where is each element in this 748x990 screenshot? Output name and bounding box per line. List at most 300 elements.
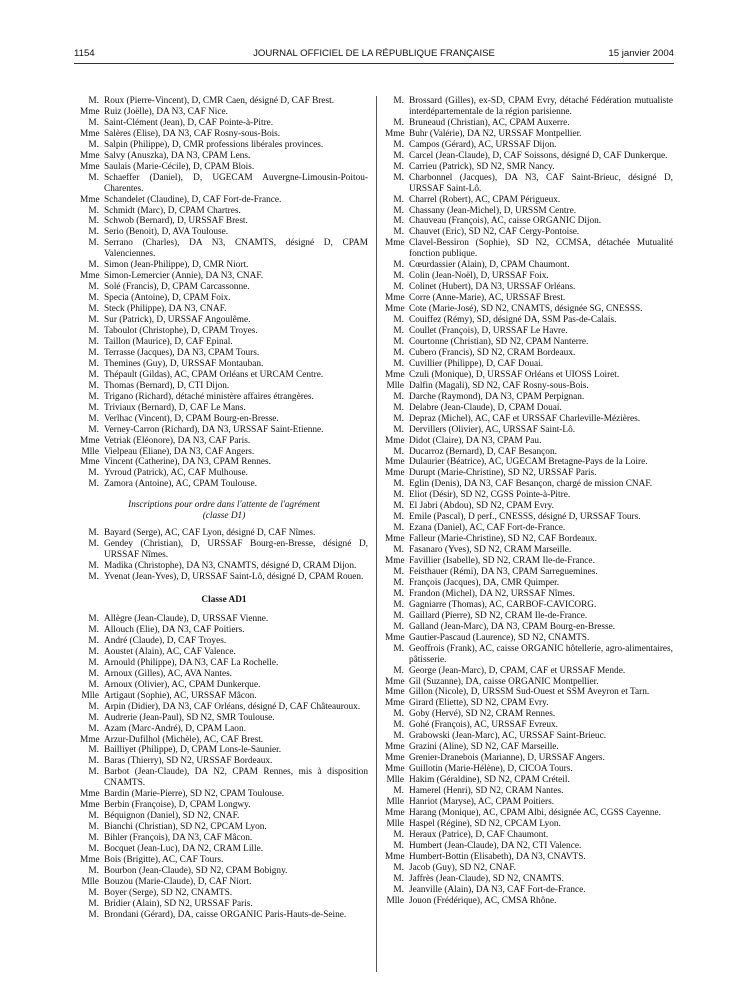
list-item xyxy=(385,666,673,677)
title-prefix: M. xyxy=(88,358,99,369)
right-column xyxy=(385,96,673,907)
list-item xyxy=(385,644,673,666)
classe-heading: Classe AD1 xyxy=(201,595,247,606)
entry-text: Humbert (Jean-Claude), DA N2, CTI Valence. xyxy=(409,840,582,851)
list-item xyxy=(385,600,673,611)
entry-text: Azam (Marc-André), D, CPAM Laon. xyxy=(104,723,246,734)
entry-text: François (Jacques), DA, CMR Quimper. xyxy=(409,577,560,588)
list-item xyxy=(385,381,673,392)
list-item xyxy=(385,622,673,633)
title-prefix: Mme xyxy=(385,304,405,315)
entry-text: Dulaurier (Béatrice), AC, UGECAM Bretagne-Pays de la Loire. xyxy=(409,457,648,468)
list-item xyxy=(80,745,368,756)
entry-text: Arnould (Philippe), DA N3, CAF La Rochelle. xyxy=(104,657,279,668)
entry-text: Gillon (Nicole), D, URSSM Sud-Ouest et SSM Aveyron et Tarn. xyxy=(409,687,650,698)
entry-text: Gil (Suzanne), DA, caisse ORGANIC Montpellier. xyxy=(409,676,599,687)
list-item xyxy=(385,633,673,644)
header-rule xyxy=(74,63,674,64)
list-item xyxy=(80,789,368,800)
entry-text: Madika (Christophe), DA N3, CNAMTS, désigné D, CRAM Dijon. xyxy=(104,561,357,572)
list-item xyxy=(385,720,673,731)
list-item xyxy=(80,151,368,162)
entry-text: Chauveau (François), AC, caisse ORGANIC Dijon. xyxy=(409,216,602,227)
title-prefix: M. xyxy=(88,282,99,293)
entry-text: Ruiz (Joëlle), DA N3, CAF Nice. xyxy=(104,106,228,117)
title-prefix: Mme xyxy=(80,457,100,468)
title-prefix: M. xyxy=(88,635,99,646)
entry-text: Falleur (Marie-Christine), SD N2, CAF Bordeaux. xyxy=(409,534,597,545)
list-item xyxy=(385,731,673,742)
entry-text: Bihler (François), DA N3, CAF Mâcon. xyxy=(104,833,253,844)
list-item xyxy=(385,425,673,436)
list-item xyxy=(80,337,368,348)
entry-text: Buhr (Valérie), DA N2, URSSAF Montpellier. xyxy=(409,128,582,139)
entry-text: Bois (Brigitte), AC, CAF Tours. xyxy=(104,855,224,865)
entry-text: Solé (Francis), D, CPAM Carcassonne. xyxy=(104,282,250,293)
entry-text: Gohé (François), AC, URSSAF Evreux. xyxy=(409,720,559,731)
title-prefix: Mme xyxy=(385,238,405,249)
title-prefix: M. xyxy=(393,150,404,161)
list-item xyxy=(80,96,368,107)
entry-text: Colin (Jean-Noël), D, URSSAF Foix. xyxy=(409,271,549,282)
title-prefix: Mme xyxy=(385,468,405,479)
title-prefix: M. xyxy=(88,887,99,898)
list-item xyxy=(385,852,673,863)
title-prefix: M. xyxy=(393,566,404,577)
list-item xyxy=(80,735,368,746)
entry-text: Vetriak (Eléonore), DA N3, CAF Paris. xyxy=(104,435,251,446)
list-item xyxy=(385,523,673,534)
list-item xyxy=(385,863,673,874)
title-prefix: M. xyxy=(393,577,404,588)
list-item xyxy=(80,315,368,326)
list-item xyxy=(80,348,368,359)
title-prefix: Mme xyxy=(385,698,405,709)
entry-text: Fasanaro (Yves), SD N2, CRAM Marseille. xyxy=(409,545,572,556)
list-item xyxy=(80,227,368,238)
entry-text: Charbonnel (Jacques), DA N3, CAF Saint-Brieuc, désigné D, URSSAF Saint-Lô. xyxy=(409,172,673,194)
entry-text: Dervillers (Olivier), AC, URSSAF Saint-Lô. xyxy=(409,424,576,435)
list-item xyxy=(80,107,368,118)
list-item xyxy=(80,800,368,811)
list-item xyxy=(385,162,673,173)
title-prefix: M. xyxy=(393,117,404,128)
list-item xyxy=(385,841,673,852)
title-prefix: M. xyxy=(393,720,404,731)
title-prefix: Mme xyxy=(385,128,405,139)
entry-text: Allègre (Jean-Claude), D, URSSAF Vienne. xyxy=(104,614,269,625)
title-prefix: M. xyxy=(88,315,99,326)
list-item xyxy=(385,238,673,260)
title-prefix: M. xyxy=(88,304,99,315)
title-prefix: Mme xyxy=(80,855,100,865)
list-item xyxy=(385,556,673,567)
title-prefix: M. xyxy=(393,840,404,851)
title-prefix: M. xyxy=(393,512,404,523)
entry-text: Simon (Jean-Philippe), D, CMR Niort. xyxy=(104,260,249,271)
title-prefix: M. xyxy=(393,873,404,884)
entry-text: Frandon (Michel), DA N2, URSSAF Nîmes. xyxy=(409,588,575,599)
entry-text: Serio (Benoit), D, AVA Toulouse. xyxy=(104,227,229,238)
list-item xyxy=(385,874,673,885)
title-prefix: M. xyxy=(88,745,99,756)
title-prefix: Mme xyxy=(385,687,405,698)
entry-text: Czuli (Monique), D, URSSAF Orléans et UIOSS Loiret. xyxy=(409,369,620,380)
entry-text: Arzur-Dufilhol (Michèle), AC, CAF Brest. xyxy=(104,734,264,745)
list-item xyxy=(80,206,368,217)
title-prefix: M. xyxy=(393,731,404,742)
list-item xyxy=(385,140,673,151)
list-item xyxy=(80,680,368,691)
entry-text: Jacob (Guy), SD N2, CNAF. xyxy=(409,862,516,873)
title-prefix: Mme xyxy=(385,764,405,775)
title-prefix: M. xyxy=(88,701,99,712)
title-prefix: M. xyxy=(88,833,99,844)
list-item xyxy=(80,173,368,195)
list-item xyxy=(80,702,368,713)
entry-text: Jouon (Frédérique), AC, CMSA Rhône. xyxy=(409,895,557,906)
title-prefix: Mme xyxy=(80,271,100,282)
entry-text: Yvroud (Patrick), AC, CAF Mulhouse. xyxy=(104,468,248,479)
list-item xyxy=(385,709,673,720)
list-item xyxy=(385,151,673,162)
list-item xyxy=(385,677,673,688)
title-prefix: Mlle xyxy=(81,446,99,457)
list-item xyxy=(385,479,673,490)
entry-text: Bardin (Marie-Pierre), SD N2, CPAM Toulouse. xyxy=(104,789,285,800)
title-prefix: Mme xyxy=(80,161,100,172)
title-prefix: M. xyxy=(88,336,99,347)
title-prefix: M. xyxy=(88,756,99,767)
list-item xyxy=(385,118,673,129)
title-prefix: M. xyxy=(393,358,404,369)
title-prefix: M. xyxy=(393,446,404,457)
title-prefix: M. xyxy=(88,468,99,479)
entry-text: Saint-Clément (Jean), D, CAF Pointe-à-Pitre. xyxy=(104,117,274,128)
title-prefix: Mme xyxy=(80,800,100,811)
title-prefix: Mlle xyxy=(386,797,404,807)
entry-text: Cubero (Francis), SD N2, CRAM Bordeaux. xyxy=(409,347,576,358)
title-prefix: Mlle xyxy=(81,876,99,887)
title-prefix: M. xyxy=(393,336,404,347)
list-item xyxy=(80,756,368,767)
list-item xyxy=(385,282,673,293)
entry-text: Arnoux (Gilles), AC, AVA Nantes. xyxy=(104,668,233,679)
list-item xyxy=(80,436,368,447)
title-prefix: Mme xyxy=(80,734,100,745)
entry-text: Salvy (Anuszka), DA N3, CPAM Lens. xyxy=(104,150,251,161)
list-item xyxy=(385,403,673,414)
entry-text: Trigano (Richard), détaché ministère affaires étrangères. xyxy=(104,391,314,402)
list-item xyxy=(385,775,673,786)
entry-text: Audrerie (Jean-Paul), SD N2, SMR Toulouse. xyxy=(104,712,275,723)
list-item xyxy=(80,713,368,724)
list-item xyxy=(385,457,673,468)
entry-text: Charrel (Robert), AC, CPAM Périgueux. xyxy=(409,194,561,205)
entry-text: Specia (Antoine), D, CPAM Foix. xyxy=(104,293,231,304)
list-item xyxy=(385,512,673,523)
list-item xyxy=(80,724,368,735)
title-prefix: M. xyxy=(393,523,404,534)
entry-text: Salères (Elise), DA N3, CAF Rosny-sous-Bois. xyxy=(104,128,281,139)
entry-text: Triviaux (Bernard), D, CAF Le Mans. xyxy=(104,402,246,413)
title-prefix: Mme xyxy=(80,789,100,800)
entry-text: Yvenat (Jean-Yves), D, URSSAF Saint-Lô, désigné D, CPAM Rouen. xyxy=(104,572,364,583)
title-prefix: M. xyxy=(88,347,99,358)
list-item xyxy=(80,658,368,669)
list-item xyxy=(80,392,368,403)
title-prefix: M. xyxy=(393,610,404,621)
title-prefix: Mme xyxy=(385,435,405,446)
title-prefix: M. xyxy=(88,293,99,304)
title-prefix: Mme xyxy=(385,851,405,862)
list-item xyxy=(80,359,368,370)
entry-text: Schandelet (Claudine), D, CAF Fort-de-France. xyxy=(104,194,282,205)
subheading-line2: (classe D1) xyxy=(202,511,246,522)
list-item xyxy=(385,808,673,819)
list-item xyxy=(80,403,368,414)
list-item xyxy=(80,304,368,315)
entry-text: Brondani (Gérard), DA, caisse ORGANIC Paris-Hauts-de-Seine. xyxy=(104,909,347,920)
entry-text: Cuvillier (Philippe), D, CAF Douai. xyxy=(409,358,544,369)
list-item xyxy=(385,326,673,337)
entry-list-right xyxy=(385,96,673,907)
title-prefix: Mlle xyxy=(386,775,404,786)
entry-text: Barbot (Jean-Claude), DA N2, CPAM Rennes, mis à disposition CNAMTS. xyxy=(104,767,368,789)
entry-text: Cœurdassier (Alain), D, CPAM Chaumont. xyxy=(409,260,570,271)
title-prefix: M. xyxy=(88,844,99,855)
entry-list-block1 xyxy=(80,96,368,490)
list-item xyxy=(385,786,673,797)
entry-text: Ducarroz (Bernard), D, CAF Besançon. xyxy=(409,446,557,457)
title-prefix: Mme xyxy=(385,556,405,567)
entry-text: Emile (Pascal), D perf., CNESSS, désigné D, URSSAF Tours. xyxy=(409,512,641,523)
entry-text: Ezana (Daniel), AC, CAF Fort-de-France. xyxy=(409,523,566,534)
entry-text: Harang (Monique), AC, CPAM Albi, désignée AC, CGSS Cayenne. xyxy=(409,807,661,818)
list-item xyxy=(80,370,368,381)
list-item xyxy=(80,238,368,260)
entry-text: Hanriot (Maryse), AC, CPAM Poitiers. xyxy=(409,797,555,807)
list-item xyxy=(80,414,368,425)
title-prefix: Mlle xyxy=(81,690,99,701)
title-prefix: M. xyxy=(393,479,404,490)
title-prefix: Mme xyxy=(80,194,100,205)
list-item xyxy=(385,216,673,227)
entry-text: Serrano (Charles), DA N3, CNAMTS, désigné D, CPAM Valenciennes. xyxy=(104,238,368,260)
title-prefix: M. xyxy=(88,811,99,822)
list-item xyxy=(385,414,673,425)
list-item xyxy=(80,528,368,539)
entry-text: Favillier (Isabelle), SD N2, CRAM Ile-de-France. xyxy=(409,556,595,567)
entry-text: Haspel (Régine), SD N2, CPCAM Lyon. xyxy=(409,818,561,829)
entry-text: Aoustet (Alain), AC, CAF Valence. xyxy=(104,646,236,657)
title-prefix: M. xyxy=(393,282,404,293)
title-prefix: M. xyxy=(393,621,404,632)
entry-text: Hamerel (Henri), SD N2, CRAM Nantes. xyxy=(409,786,564,797)
title-prefix: Mme xyxy=(80,150,100,161)
entry-text: Darche (Raymond), DA N3, CPAM Perpignan. xyxy=(409,391,585,402)
entry-text: Jeanville (Alain), DA N3, CAF Fort-de-France. xyxy=(409,884,586,895)
title-prefix: M. xyxy=(88,369,99,380)
title-prefix: M. xyxy=(393,172,404,183)
entry-text: Taillon (Maurice), D, CAF Epinal. xyxy=(104,336,233,347)
list-item xyxy=(385,545,673,556)
title-prefix: M. xyxy=(88,657,99,668)
list-item xyxy=(80,468,368,479)
entry-text: Colinet (Hubert), DA N3, URSSAF Orléans. xyxy=(409,282,576,293)
list-item xyxy=(80,899,368,910)
list-item xyxy=(385,293,673,304)
entry-text: Allouch (Elie), DA N3, CAF Poitiers. xyxy=(104,624,245,635)
list-item xyxy=(385,129,673,140)
title-prefix: M. xyxy=(393,205,404,216)
entry-list-block3 xyxy=(80,614,368,921)
entry-text: Verlhac (Vincent), D, CPAM Bourg-en-Bresse. xyxy=(104,413,279,424)
entry-text: Baras (Thierry), SD N2, URSSAF Bordeaux. xyxy=(104,756,273,767)
list-item xyxy=(385,348,673,359)
entry-text: Thépault (Gildas), AC, CPAM Orléans et URCAM Centre. xyxy=(104,369,324,380)
list-item xyxy=(385,534,673,545)
title-prefix: M. xyxy=(393,501,404,512)
entry-text: Cote (Marie-José), SD N2, CNAMTS, désignée SG, CNESSS. xyxy=(409,304,643,315)
entry-text: Bocquet (Jean-Luc), DA N2, CRAM Lille. xyxy=(104,844,264,855)
entry-text: Geoffrois (Frank), AC, caisse ORGANIC hôtellerie, agro-alimentaires, pâtisserie. xyxy=(409,643,673,665)
title-prefix: Mme xyxy=(80,106,100,117)
list-item xyxy=(385,687,673,698)
list-item xyxy=(80,669,368,680)
title-prefix: M. xyxy=(88,424,99,435)
title-prefix: M. xyxy=(393,786,404,797)
entry-text: Thomas (Bernard), D, CTI Dijon. xyxy=(104,380,230,391)
title-prefix: M. xyxy=(88,216,99,227)
entry-text: Galland (Jean-Marc), DA N3, CPAM Bourg-en-Bresse. xyxy=(409,621,616,632)
title-prefix: Mlle xyxy=(386,818,404,829)
title-prefix: M. xyxy=(393,829,404,840)
list-item xyxy=(385,370,673,381)
list-item xyxy=(80,457,368,468)
list-item xyxy=(385,195,673,206)
entry-text: Clavel-Bessiron (Sophie), SD N2, CCMSA, détachée Mutualité fonction publique. xyxy=(409,238,673,260)
title-prefix: M. xyxy=(88,326,99,337)
list-item xyxy=(80,636,368,647)
list-item xyxy=(80,195,368,206)
title-prefix: M. xyxy=(393,260,404,271)
entry-text: Themines (Guy), D, URSSAF Montauban. xyxy=(104,358,264,369)
list-item xyxy=(385,206,673,217)
entry-text: Gautier-Pascaud (Laurence), SD N2, CNAMTS. xyxy=(409,632,590,643)
list-item xyxy=(385,315,673,326)
list-item xyxy=(80,216,368,227)
entry-text: Grenier-Dranebois (Marianne), D, URSSAF Angers. xyxy=(409,753,605,764)
title-prefix: M. xyxy=(88,614,99,625)
title-prefix: Mlle xyxy=(386,895,404,906)
title-prefix: Mme xyxy=(385,676,405,687)
title-prefix: M. xyxy=(393,139,404,150)
title-prefix: Mlle xyxy=(386,380,404,391)
list-item xyxy=(80,129,368,140)
entry-text: Bouzou (Marie-Claude), D, CAF Niort. xyxy=(104,876,252,887)
column-divider xyxy=(376,96,377,972)
list-item xyxy=(385,501,673,512)
title-prefix: M. xyxy=(88,402,99,413)
title-prefix: M. xyxy=(88,238,99,249)
entry-list-block2 xyxy=(80,528,368,583)
title-prefix: M. xyxy=(393,402,404,413)
entry-text: Hakim (Géraldine), SD N2, CPAM Créteil. xyxy=(409,775,570,786)
title-prefix: M. xyxy=(88,624,99,635)
entry-text: Campos (Gérard), AC, URSSAF Dijon. xyxy=(409,139,557,150)
title-prefix: M. xyxy=(88,413,99,424)
title-prefix: M. xyxy=(393,545,404,556)
list-item xyxy=(385,468,673,479)
list-item xyxy=(80,877,368,888)
entry-text: Gendey (Christian), D, URSSAF Bourg-en-Bresse, désigné D, URSSAF Nîmes. xyxy=(104,539,368,561)
entry-text: Carrieu (Patrick), SD N2, SMR Nancy. xyxy=(409,161,555,172)
title-prefix: M. xyxy=(393,326,404,337)
entry-text: Roux (Pierre-Vincent), D, CMR Caen, désigné D, CAF Brest. xyxy=(104,96,335,106)
list-item xyxy=(80,447,368,458)
title-prefix: M. xyxy=(88,668,99,679)
issue-date: 15 janvier 2004 xyxy=(608,48,674,59)
list-item xyxy=(80,572,368,583)
title-prefix: M. xyxy=(88,898,99,909)
list-item xyxy=(385,611,673,622)
list-item xyxy=(385,753,673,764)
title-prefix: M. xyxy=(88,380,99,391)
title-prefix: M. xyxy=(393,96,404,106)
entry-text: Feisthauer (Rémi), DA N3, CPAM Sarreguemines. xyxy=(409,566,598,577)
list-item xyxy=(80,293,368,304)
title-prefix: M. xyxy=(88,205,99,216)
list-item xyxy=(385,337,673,348)
title-prefix: M. xyxy=(393,490,404,501)
title-prefix: M. xyxy=(393,194,404,205)
page-number: 1154 xyxy=(74,48,95,59)
list-item xyxy=(80,855,368,866)
entry-text: Brossard (Gilles), ex-SD, CPAM Evry, détaché Fédération mutualiste interdépartementale de la région parisienne. xyxy=(409,96,673,117)
title-prefix: Mme xyxy=(80,128,100,139)
entry-text: Delabre (Jean-Claude), D, CPAM Douai. xyxy=(409,402,562,413)
entry-text: Steck (Philippe), DA N3, CNAF. xyxy=(104,304,227,315)
list-item xyxy=(80,614,368,625)
entry-text: Dalfin (Magali), SD N2, CAF Rosny-sous-Bois. xyxy=(409,380,589,391)
title-prefix: Mme xyxy=(385,534,405,545)
entry-text: Bruneaud (Christian), AC, CPAM Auxerre. xyxy=(409,117,570,128)
list-item xyxy=(80,866,368,877)
title-prefix: M. xyxy=(88,909,99,920)
entry-text: Bourbon (Jean-Claude), SD N2, CPAM Bobigny. xyxy=(104,865,288,876)
entry-text: Verney-Carron (Richard), DA N3, URSSAF Saint-Etienne. xyxy=(104,424,324,435)
entry-text: Corre (Anne-Marie), AC, URSSAF Brest. xyxy=(409,293,566,304)
title-prefix: M. xyxy=(88,572,99,583)
title-prefix: M. xyxy=(88,391,99,402)
entry-text: Grabowski (Jean-Marc), AC, URSSAF Saint-Brieuc. xyxy=(409,731,607,742)
title-prefix: M. xyxy=(88,139,99,150)
entry-text: Boyer (Serge), SD N2, CNAMTS. xyxy=(104,887,233,898)
title-prefix: M. xyxy=(393,271,404,282)
list-item xyxy=(80,811,368,822)
entry-text: Schmidt (Marc), D, CPAM Chartres. xyxy=(104,205,241,216)
entry-text: Courtonne (Christian), SD N2, CPAM Nanterre. xyxy=(409,336,589,347)
title-prefix: M. xyxy=(393,315,404,326)
entry-text: Gaillard (Pierre), SD N2, CRAM Ile-de-France. xyxy=(409,610,588,621)
list-item xyxy=(80,833,368,844)
entry-text: Taboulot (Christophe), D, CPAM Troyes. xyxy=(104,326,258,337)
list-item xyxy=(80,326,368,337)
list-item xyxy=(80,140,368,151)
list-item xyxy=(80,282,368,293)
list-item xyxy=(385,436,673,447)
